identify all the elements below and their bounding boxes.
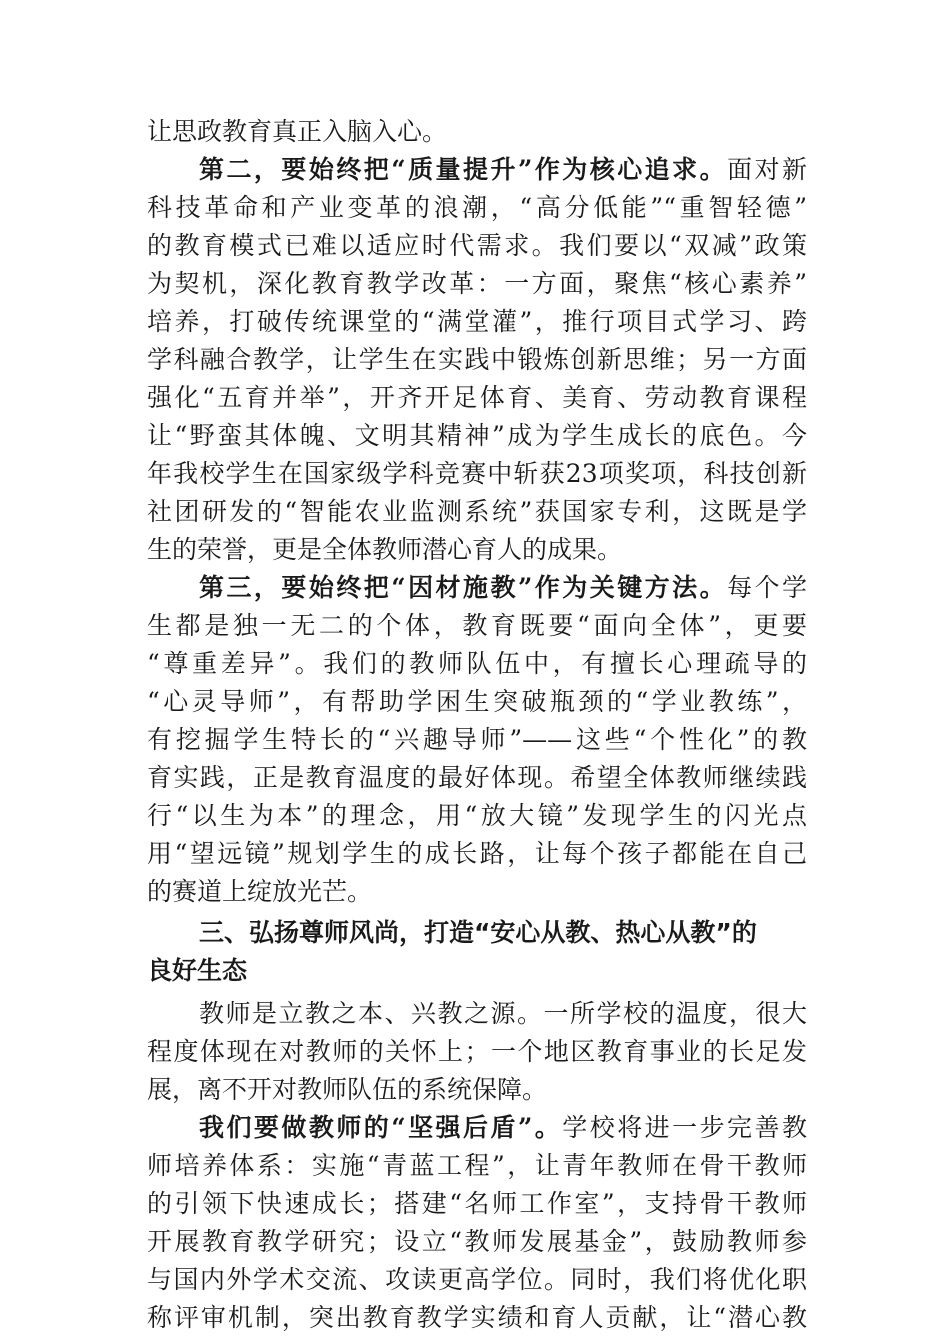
text-line: 为契机，深化教育教学改革：一方面，聚焦“核心素养”: [147, 269, 807, 298]
text-line: 生都是独一无二的个体，教育既要“面向全体”，更要: [147, 611, 807, 640]
text-line: 育实践，正是教育温度的最好体现。希望全体教师继续践: [147, 763, 807, 792]
text-line: 的赛道上绽放光芒。: [147, 877, 373, 906]
text-line: 程度体现在对教师的关怀上；一个地区教育事业的长足发: [147, 1037, 807, 1066]
text-line: 年我校学生在国家级学科竞赛中斩获23项奖项，科技创新: [147, 459, 807, 488]
text-span: 面对新: [727, 155, 807, 184]
bold-lead-sentence: 第二，要始终把“质量提升”作为核心追求。: [199, 155, 728, 184]
text-line: 强化“五育并举”，开齐开足体育、美育、劳动教育课程: [147, 383, 807, 412]
text-line: 师培养体系：实施“青蓝工程”，让青年教师在骨干教师: [147, 1151, 807, 1180]
text-span: 学校将进一步完善教: [562, 1113, 807, 1142]
paragraph-lead-line: [199, 570, 807, 606]
text-line: 开展教育教学研究；设立“教师发展基金”，鼓励教师参: [147, 1227, 807, 1256]
text-line: 科技革命和产业变革的浪潮，“高分低能”“重智轻德”: [147, 193, 807, 222]
text-line: 生的荣誉，更是全体教师潜心育人的成果。: [147, 535, 623, 564]
text-line: 让思政教育真正入脑入心。: [147, 117, 448, 146]
text-line: 称评审机制，突出教育教学实绩和育人贡献，让“潜心教: [147, 1303, 807, 1332]
paragraph-lead-line: [199, 152, 807, 188]
text-line: 教师是立教之本、兴教之源。一所学校的温度，很大: [199, 999, 807, 1028]
text-line: 用“望远镜”规划学生的成长路，让每个孩子都能在自己: [147, 839, 807, 868]
bold-lead-sentence: 第三，要始终把“因材施教”作为关键方法。: [199, 573, 728, 602]
text-line: 展，离不开对教师队伍的系统保障。: [147, 1075, 548, 1104]
text-line: 行“以生为本”的理念，用“放大镜”发现学生的闪光点: [147, 801, 807, 830]
section-heading-cont: 良好生态: [147, 956, 248, 985]
text-line: 让“野蛮其体魄、文明其精神”成为学生成长的底色。今: [147, 421, 807, 450]
section-heading: 三、弘扬尊师风尚，打造“安心从教、热心从教”的: [199, 918, 757, 947]
text-span: 每个学: [727, 573, 807, 602]
text-line: 有挖掘学生特长的“兴趣导师”——这些“个性化”的教: [147, 725, 807, 754]
paragraph-lead-line: [199, 1110, 807, 1146]
text-line: 的教育模式已难以适应时代需求。我们要以“双减”政策: [147, 231, 807, 260]
bold-lead-sentence: 我们要做教师的“坚强后盾”。: [199, 1113, 563, 1142]
text-line: “尊重差异”。我们的教师队伍中，有擅长心理疏导的: [147, 649, 807, 678]
text-line: “心灵导师”，有帮助学困生突破瓶颈的“学业教练”，: [147, 687, 807, 716]
text-line: 学科融合教学，让学生在实践中锻炼创新思维；另一方面: [147, 345, 807, 374]
text-line: 培养，打破传统课堂的“满堂灌”，推行项目式学习、跨: [147, 307, 807, 336]
text-line: 社团研发的“智能农业监测系统”获国家专利，这既是学: [147, 497, 807, 526]
text-line: 的引领下快速成长；搭建“名师工作室”，支持骨干教师: [147, 1189, 807, 1218]
text-line: 与国内外学术交流、攻读更高学位。同时，我们将优化职: [147, 1265, 807, 1294]
